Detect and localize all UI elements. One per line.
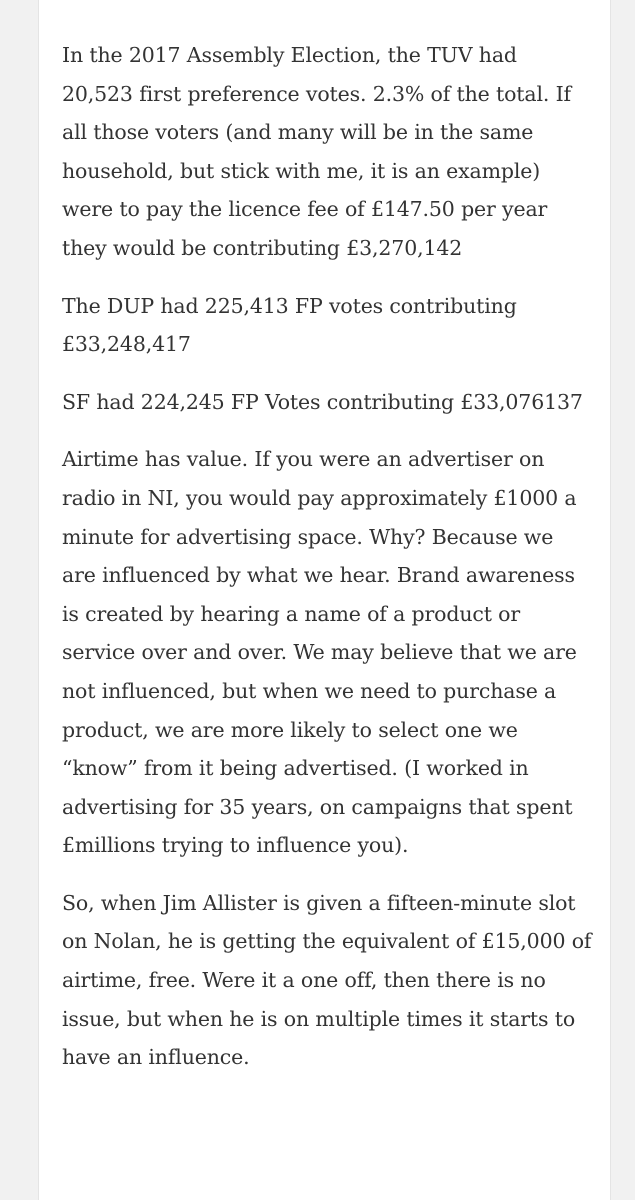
paragraph-airtime-value: Airtime has value. If you were an advertiser on radio in NI, you would pay approximately £1000 a minute for advertising space. Why? Because we are influenced by what we hear. Brand awareness is created by hearing a name of a product or service over and over. We may believe that we are not influenced, but when we need to purchase a product, we are more likely to select one we “know” from it being advertised. (I worked in advertising for 35 years, on campaigns that spent £millions trying to influence you). bbox=[62, 447, 577, 858]
paragraph-tuv-votes: In the 2017 Assembly Election, the TUV had 20,523 first preference votes. 2.3% of the total. If all those voters (and many will be in the same household, but stick with me, it is an example) were to pay the licence fee of £147.50 per year they would be contributing £3,270,142 bbox=[62, 43, 571, 260]
article-body bbox=[62, 36, 592, 1096]
paragraph-dup-votes: The DUP had 225,413 FP votes contributing £33,248,417 bbox=[62, 293, 517, 357]
paragraph-nolan-slot: So, when Jim Allister is given a fifteen-minute slot on Nolan, he is getting the equivalent of £15,000 of airtime, free. Were it a one off, then there is no issue, but when he is on multiple times it starts to have an influence. bbox=[62, 890, 592, 1070]
paragraph-sf-votes: SF had 224,245 FP Votes contributing £33,076137 bbox=[62, 389, 583, 414]
article-card bbox=[38, 0, 611, 1200]
